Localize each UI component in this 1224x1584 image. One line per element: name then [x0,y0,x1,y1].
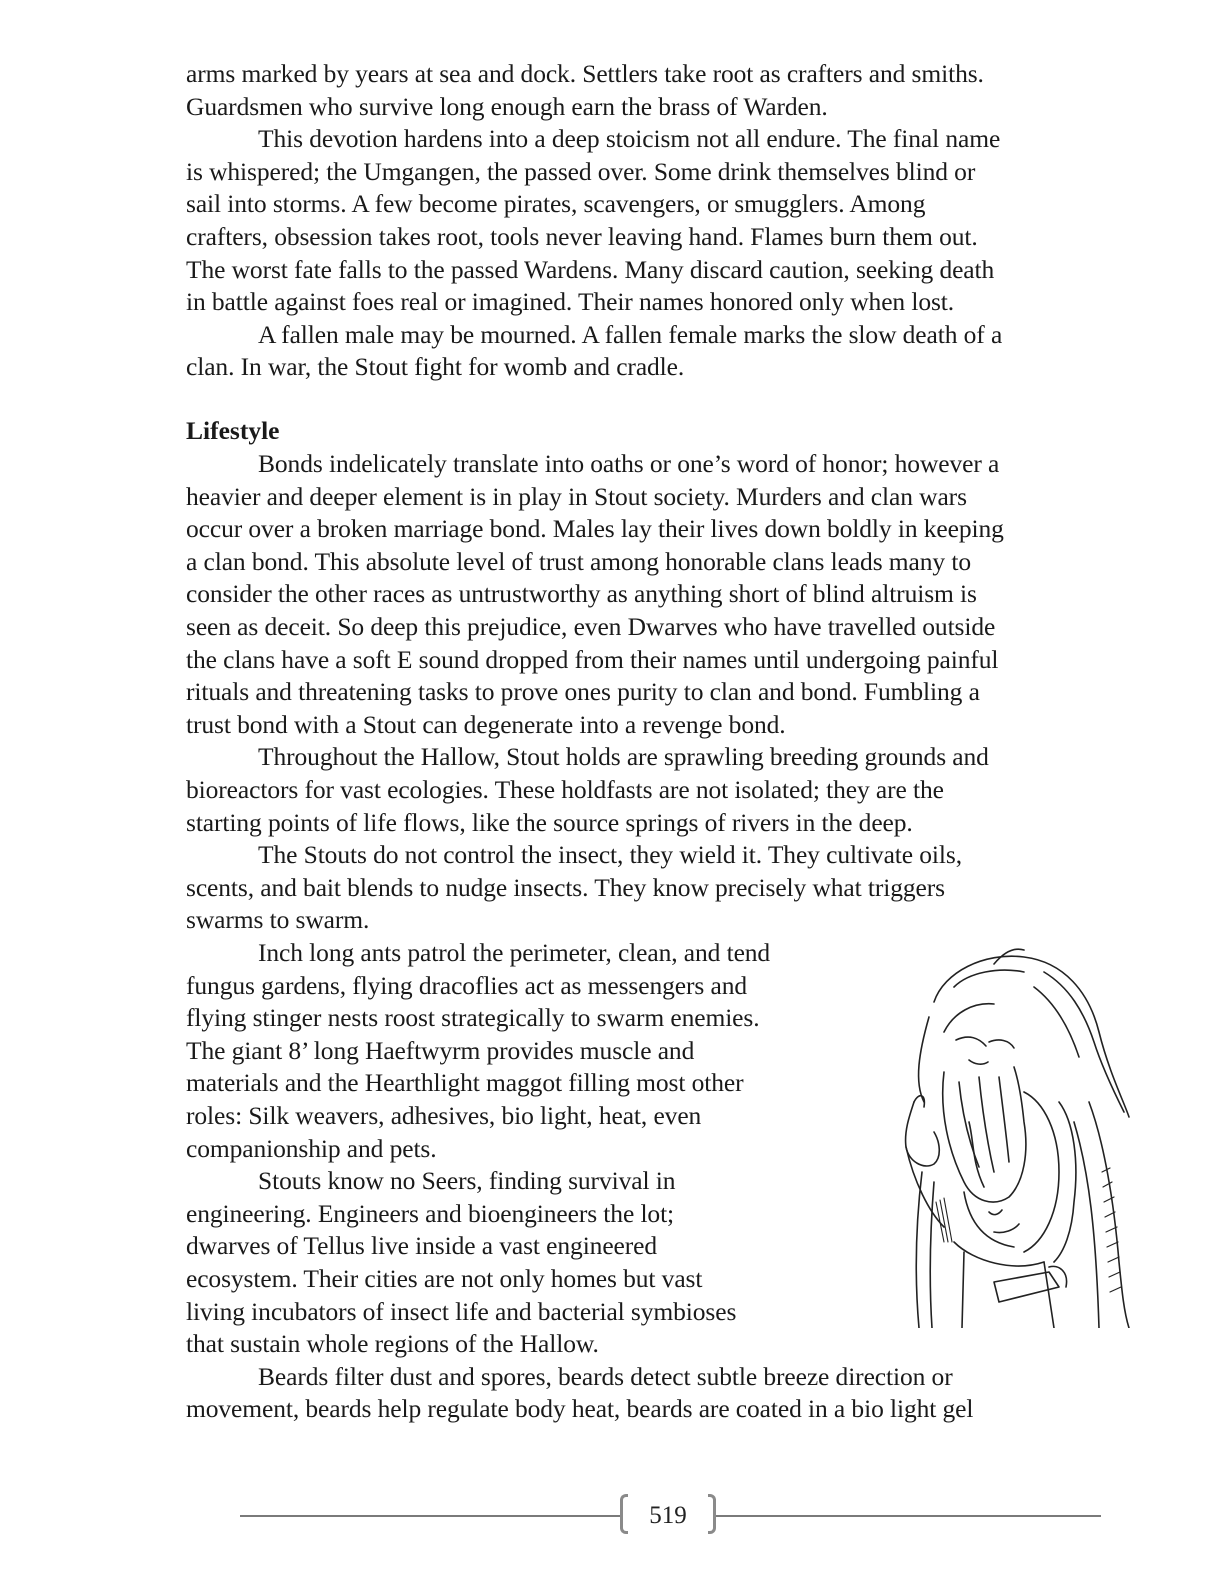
text-line: roles: Silk weavers, adhesives, bio light, heat, even [186,1101,702,1130]
text-line: Bonds indelicately translate into oaths or one’s word of honor; however a [258,449,1000,478]
text-line: swarms to swarm. [186,905,370,935]
text-line: that sustain whole regions of the Hallow. [186,1329,599,1359]
text-line: the clans have a soft E sound dropped from their names until undergoing painful [186,644,999,674]
section-heading-lifestyle: Lifestyle [186,416,280,445]
text-line: flying stinger nests roost strategically to swarm enemies. [186,1003,760,1033]
text-line: dwarves of Tellus live inside a vast engineered [186,1231,658,1261]
text-line: The giant 8’ long Haeftwyrm provides muscle and [186,1035,695,1065]
footer-rule-right [716,1515,1101,1517]
text-line: crafters, obsession takes root, tools never leaving hand. Flames burn them out. [186,222,978,251]
text-line: bioreactors for vast ecologies. These holdfasts are not isolated; they are the [186,775,944,804]
text-line: sail into storms. A few become pirates, scavengers, or smugglers. Among [186,189,926,219]
text-line: A fallen male may be mourned. A fallen female marks the slow death of a [258,319,1003,349]
text-line: Throughout the Hallow, Stout holds are sprawling breeding grounds and [258,742,989,772]
text-line: consider the other races as untrustworthy as anything short of blind altruism is [186,579,977,609]
footer-rule-left [240,1515,622,1517]
text-line: engineering. Engineers and bioengineers the lot; [186,1198,675,1228]
text-line: materials and the Hearthlight maggot filling most other [186,1068,744,1098]
text-line: Stouts know no Seers, finding survival in [258,1166,676,1196]
text-line: Inch long ants patrol the perimeter, clean, and tend [258,938,771,967]
text-line: companionship and pets. [186,1133,437,1163]
text-line: scents, and bait blends to nudge insects. They know precisely what triggers [186,872,945,902]
text-line: in battle against foes real or imagined. Their names honored only when lost. [186,287,955,317]
text-line: The worst fate falls to the passed Wardens. Many discard caution, seeking death [186,254,995,284]
text-line: is whispered; the Umgangen, the passed over. Some drink themselves blind or [186,156,976,186]
text-line: Beards filter dust and spores, beards detect subtle breeze direction or [258,1361,953,1391]
text-line: clan. In war, the Stout fight for womb and cradle. [186,352,685,382]
page-number-bracket-left [620,1494,628,1534]
bearded-dwarf-illustration [874,942,1140,1328]
text-line: living incubators of insect life and bacterial symbioses [186,1296,737,1326]
text-line: a clan bond. This absolute level of trust among honorable clans leads many to [186,546,971,576]
text-line: trust bond with a Stout can degenerate into a revenge bond. [186,709,786,739]
text-line: rituals and threatening tasks to prove ones purity to clan and bond. Fumbling a [186,677,980,707]
text-line: starting points of life flows, like the source springs of rivers in the deep. [186,807,913,837]
text-line: Guardsmen who survive long enough earn the brass of Warden. [186,91,828,121]
text-line: seen as deceit. So deep this prejudice, even Dwarves who have travelled outside [186,612,996,641]
text-line: The Stouts do not control the insect, they wield it. They cultivate oils, [258,840,962,870]
text-line: heavier and deeper element is in play in Stout society. Murders and clan wars [186,481,967,511]
text-line: ecosystem. Their cities are not only homes but vast [186,1264,703,1293]
text-line: This devotion hardens into a deep stoicism not all endure. The final name [258,124,1001,154]
text-line: occur over a broken marriage bond. Males lay their lives down boldly in keeping [186,514,1004,544]
page-number-bracket-right [708,1494,716,1534]
text-line: movement, beards help regulate body heat, beards are coated in a bio light gel [186,1394,974,1424]
dwarf-drawing-icon [874,942,1140,1328]
text-line: fungus gardens, flying dracoflies act as messengers and [186,970,747,1000]
page-number: 519 [649,1502,687,1529]
text-line: arms marked by years at sea and dock. Settlers take root as crafters and smiths. [186,59,984,88]
